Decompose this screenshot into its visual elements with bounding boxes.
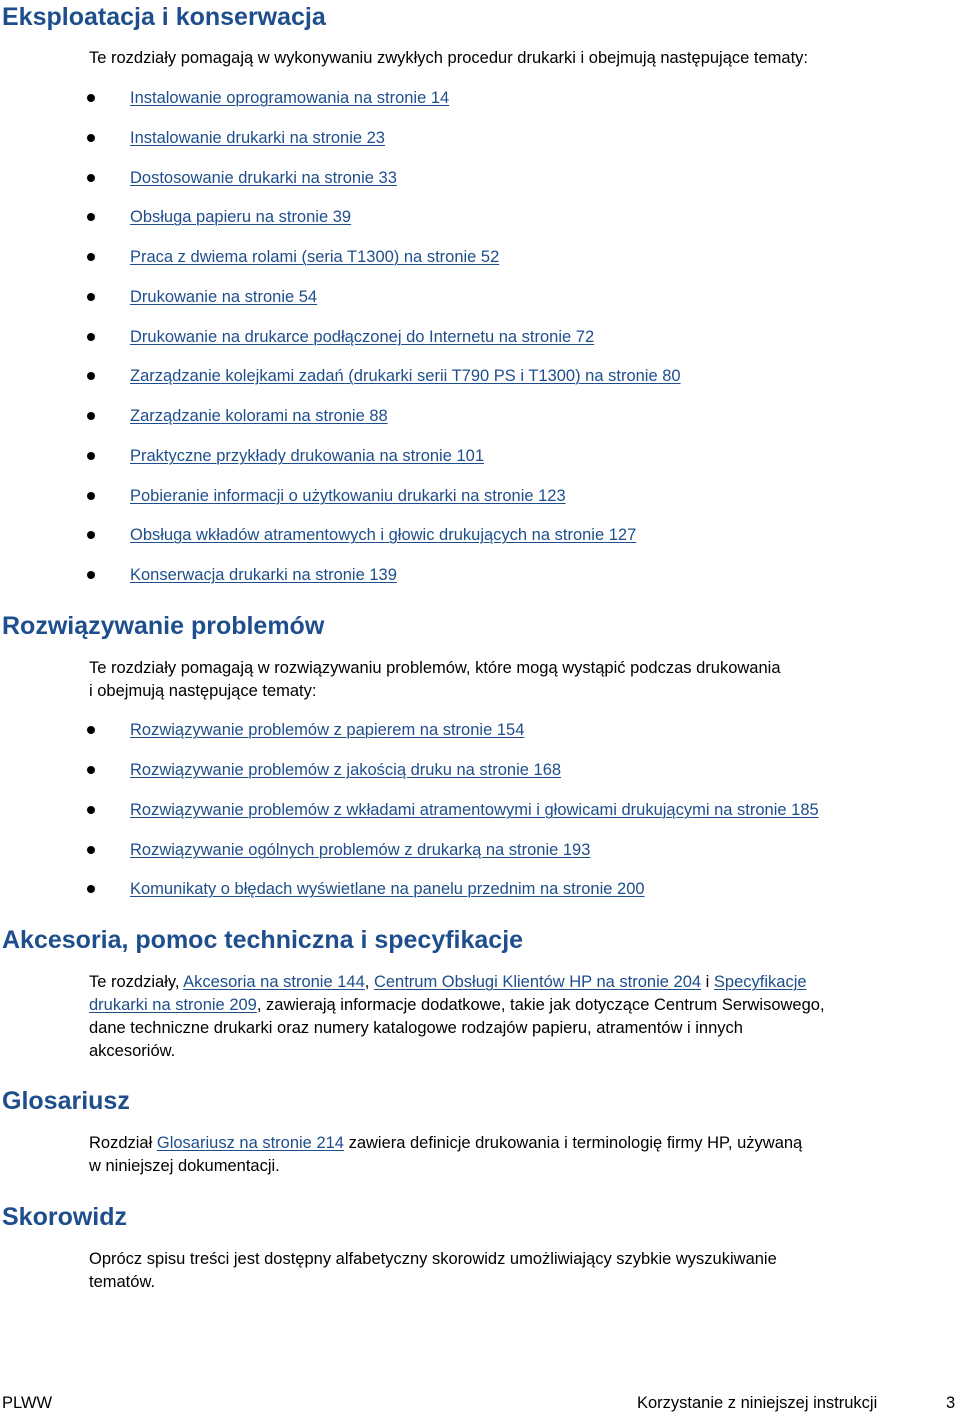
accessories-link[interactable]: Akcesoria na stronie 144	[183, 973, 365, 991]
bullet-icon	[87, 174, 95, 182]
bullet-icon	[87, 846, 95, 854]
topic-link[interactable]: Drukowanie na stronie 54	[130, 288, 318, 306]
accessories-line2	[89, 994, 825, 1017]
topic-link[interactable]: Konserwacja drukarki na stronie 139	[130, 566, 397, 584]
specifications-link[interactable]: Specyfikacje	[713, 973, 807, 991]
maintenance-intro: Te rozdziały pomagają w wykonywaniu zwykłych procedur drukarki i obejmują następujące tematy:	[89, 49, 808, 67]
bullet-icon	[87, 885, 95, 893]
bullet-icon	[87, 571, 95, 579]
glossary-text: zawiera definicje drukowania i terminologię firmy HP, używaną	[343, 1134, 803, 1152]
footer-section-title: Korzystanie z niniejszej instrukcji	[637, 1394, 878, 1412]
specifications-link-continued[interactable]: drukarki na stronie 209	[89, 996, 257, 1014]
topic-link[interactable]: Zarządzanie kolejkami zadań (drukarki serii T790 PS i T1300) na stronie 80	[130, 367, 681, 385]
heading-accessories: Akcesoria, pomoc techniczna i specyfikacje	[2, 926, 524, 954]
topic-link[interactable]: Praktyczne przykłady drukowania na stronie 101	[130, 447, 485, 465]
bullet-icon	[87, 726, 95, 734]
topic-link[interactable]: Zarządzanie kolorami na stronie 88	[130, 407, 388, 425]
heading-maintenance: Eksploatacja i konserwacja	[2, 3, 326, 31]
bullet-icon	[87, 213, 95, 221]
topic-link[interactable]: Obsługa wkładów atramentowych i głowic drukujących na stronie 127	[130, 526, 637, 544]
footer-page-number: 3	[946, 1394, 956, 1412]
bullet-icon	[87, 134, 95, 142]
bullet-icon	[87, 372, 95, 380]
accessories-line3: dane techniczne drukarki oraz numery katalogowe rodzajów papieru, atramentów i innych	[89, 1019, 743, 1037]
glossary-link[interactable]: Glosariusz na stronie 214	[156, 1134, 344, 1152]
topic-link[interactable]: Drukowanie na drukarce podłączonej do Internetu na stronie 72	[130, 328, 595, 346]
topic-link[interactable]: Pobieranie informacji o użytkowaniu drukarki na stronie 123	[130, 487, 566, 505]
accessories-text: , zawierają informacje dodatkowe, takie jak dotyczące Centrum Serwisowego,	[256, 996, 825, 1014]
troubleshooting-intro-line2: i obejmują następujące tematy:	[89, 682, 317, 700]
bullet-icon	[87, 766, 95, 774]
accessories-text: Te rozdziały,	[89, 973, 184, 991]
heading-troubleshooting: Rozwiązywanie problemów	[2, 612, 325, 640]
glossary-line1	[89, 1132, 802, 1155]
accessories-separator: i	[701, 973, 714, 991]
index-line2: tematów.	[89, 1273, 156, 1291]
glossary-text: Rozdział	[89, 1134, 157, 1152]
topic-link[interactable]: Instalowanie drukarki na stronie 23	[130, 129, 385, 147]
topic-link[interactable]: Rozwiązywanie problemów z papierem na stronie 154	[130, 721, 525, 739]
topic-link[interactable]: Praca z dwiema rolami (seria T1300) na stronie 52	[130, 248, 500, 266]
bullet-icon	[87, 531, 95, 539]
glossary-line2: w niniejszej dokumentacji.	[89, 1157, 280, 1175]
heading-index: Skorowidz	[2, 1203, 128, 1231]
topic-link[interactable]: Rozwiązywanie problemów z wkładami atramentowymi i głowicami drukującymi na stronie 185	[130, 801, 819, 819]
heading-glossary: Glosariusz	[2, 1087, 130, 1115]
accessories-separator: ,	[364, 973, 374, 991]
topic-link[interactable]: Rozwiązywanie problemów z jakością druku na stronie 168	[130, 761, 562, 779]
bullet-icon	[87, 94, 95, 102]
topic-link[interactable]: Instalowanie oprogramowania na stronie 14	[130, 89, 450, 107]
bullet-icon	[87, 492, 95, 500]
index-line1: Oprócz spisu treści jest dostępny alfabetyczny skorowidz umożliwiający szybkie wyszukiwanie	[89, 1250, 777, 1268]
bullet-icon	[87, 293, 95, 301]
topic-link[interactable]: Komunikaty o błędach wyświetlane na panelu przednim na stronie 200	[130, 880, 645, 898]
bullet-icon	[87, 412, 95, 420]
topic-link[interactable]: Obsługa papieru na stronie 39	[130, 208, 352, 226]
accessories-line1	[89, 971, 807, 994]
footer-locale-code: PLWW	[2, 1394, 53, 1412]
bullet-icon	[87, 452, 95, 460]
accessories-line4: akcesoriów.	[89, 1042, 176, 1060]
bullet-icon	[87, 333, 95, 341]
bullet-icon	[87, 253, 95, 261]
hp-support-link[interactable]: Centrum Obsługi Klientów HP na stronie 204	[373, 973, 702, 991]
troubleshooting-intro-line1: Te rozdziały pomagają w rozwiązywaniu problemów, które mogą wystąpić podczas drukowania	[89, 659, 781, 677]
bullet-icon	[87, 806, 95, 814]
topic-link[interactable]: Dostosowanie drukarki na stronie 33	[130, 169, 397, 187]
topic-link[interactable]: Rozwiązywanie ogólnych problemów z drukarką na stronie 193	[130, 841, 591, 859]
